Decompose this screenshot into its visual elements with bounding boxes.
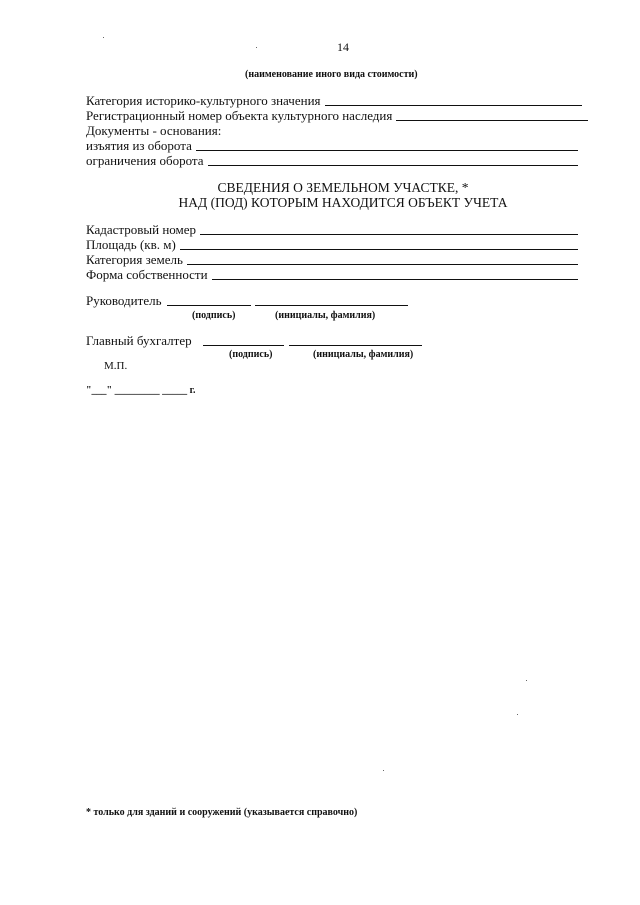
- field-documents-basis: [86, 123, 221, 138]
- stamp-placeholder: М.П.: [104, 360, 128, 372]
- field-turnover-restriction: [86, 153, 578, 168]
- scan-speck: [517, 714, 518, 715]
- head-name-caption: (инициалы, фамилия): [275, 310, 376, 321]
- field-label: Регистрационный номер объекта культурного наследия: [86, 108, 393, 123]
- blank-line: [196, 150, 578, 151]
- field-area: [86, 237, 578, 252]
- scan-speck: [383, 770, 384, 771]
- head-label: Руководитель: [86, 293, 162, 308]
- field-label: Кадастровый номер: [86, 222, 197, 237]
- field-label: Площадь (кв. м): [86, 237, 176, 252]
- blank-line: [180, 249, 578, 250]
- field-label: изъятия из оборота: [86, 138, 192, 153]
- section-heading-line2: НАД (ПОД) КОТОРЫМ НАХОДИТСЯ ОБЪЕКТ УЧЕТА: [178, 195, 508, 210]
- field-label: Документы - основания:: [86, 123, 222, 138]
- scan-speck: [526, 680, 527, 681]
- blank-line: [187, 264, 578, 265]
- field-land-category: [86, 252, 578, 267]
- page-number: 14: [337, 40, 349, 54]
- date-line: "___" _________ _____ г.: [86, 385, 196, 396]
- accountant-name-caption: (инициалы, фамилия): [313, 349, 414, 360]
- field-withdrawal: [86, 138, 578, 153]
- value-type-caption: (наименование иного вида стоимости): [245, 69, 418, 80]
- head-signature-caption: (подпись): [192, 310, 236, 321]
- scan-speck: [103, 37, 104, 38]
- head-signature-line: [167, 305, 251, 306]
- accountant-name-line: [289, 345, 422, 346]
- field-label: Форма собственности: [86, 267, 208, 282]
- field-label: ограничения оборота: [86, 153, 204, 168]
- accountant-label: Главный бухгалтер: [86, 333, 192, 348]
- field-heritage-category: [86, 93, 582, 108]
- footnote: * только для зданий и сооружений (указывается справочно): [86, 807, 358, 818]
- field-label: Категория земель: [86, 252, 183, 267]
- field-label: Категория историко-культурного значения: [86, 93, 321, 108]
- field-cadastral-number: [86, 222, 578, 237]
- blank-line: [212, 279, 578, 280]
- field-ownership-form: [86, 267, 578, 282]
- head-name-line: [255, 305, 408, 306]
- section-heading-line1: СВЕДЕНИЯ О ЗЕМЕЛЬНОМ УЧАСТКЕ, *: [217, 180, 469, 195]
- blank-line: [325, 105, 582, 106]
- field-heritage-reg-number: [86, 108, 588, 123]
- scan-speck: [256, 47, 257, 48]
- blank-line: [200, 234, 578, 235]
- blank-line: [208, 165, 578, 166]
- accountant-signature-line: [203, 345, 284, 346]
- accountant-signature-caption: (подпись): [229, 349, 273, 360]
- blank-line: [396, 120, 588, 121]
